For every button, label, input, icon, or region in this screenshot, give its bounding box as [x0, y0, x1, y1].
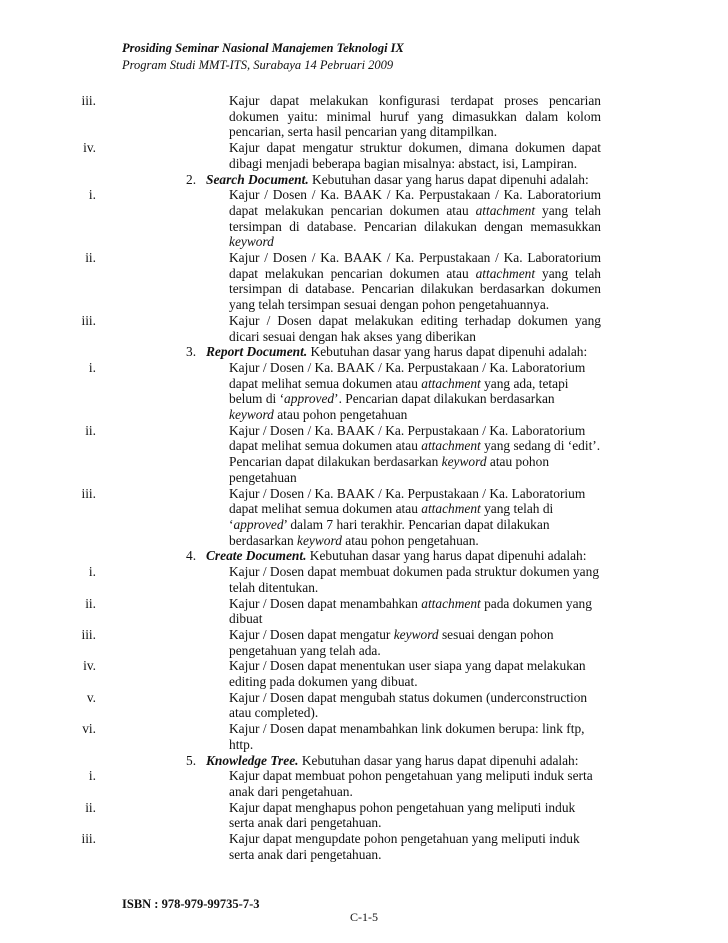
item-text: Kajur dapat mengatur struktur dokumen, dimana dokumen dapat dibagi menjadi beberapa bagian misalnya: abstact, isi, Lampiran.: [229, 140, 601, 171]
emphasis-text: keyword: [393, 626, 439, 642]
item-number: iv.: [83, 140, 96, 156]
item-number: ii.: [85, 595, 96, 611]
list-item: [0, 627, 601, 658]
item-text: Kajur / Dosen / Ka. BAAK / Ka. Perpustakaan / Ka. Laboratorium dapat melihat semua dokumen atau: [229, 359, 586, 391]
section-heading: [0, 172, 601, 188]
list-item: [0, 800, 601, 831]
document-body: [0, 93, 728, 862]
section-number: 3.: [186, 344, 197, 360]
item-number: iii.: [81, 831, 96, 847]
list-item: [0, 250, 601, 313]
emphasis-text: keyword: [441, 454, 487, 470]
item-number: i.: [88, 564, 96, 580]
item-number: ii.: [85, 250, 96, 266]
item-number: vi.: [82, 721, 96, 737]
item-text: sesuai dengan pohon pengetahuan yang telah ada.: [229, 626, 554, 658]
item-text: pada dokumen yang dibuat: [229, 595, 592, 627]
item-text: Kajur / Dosen / Ka. BAAK / Ka. Perpustakaan / Ka. Laboratorium dapat melihat semua dokumen atau: [229, 422, 586, 454]
emphasis-text: attachment: [421, 501, 481, 517]
item-number: iii.: [81, 485, 96, 501]
item-text: Kajur / Dosen dapat mengubah status dokumen (underconstruction atau completed).: [229, 689, 588, 721]
section-heading: [0, 548, 601, 564]
section-number: 5.: [186, 752, 197, 768]
item-text: Kajur dapat mengupdate pohon pengetahuan yang meliputi induk serta anak dari pengetahuan.: [229, 831, 580, 862]
section-number: 2.: [186, 171, 197, 187]
item-text: Kajur / Dosen dapat menambahkan: [229, 595, 422, 611]
item-text: yang sedang di ‘edit’. Pencarian dapat dilakukan berdasarkan: [229, 438, 601, 470]
emphasis-text: keyword: [229, 234, 274, 250]
header-proceedings-title: Prosiding Seminar Nasional Manajemen Teknologi IX: [122, 41, 404, 55]
item-number: ii.: [85, 799, 96, 815]
item-number: iii.: [81, 312, 96, 328]
item-number: iii.: [81, 626, 96, 642]
item-text: ’. Pencarian dapat dilakukan berdasarkan: [334, 391, 555, 407]
item-number: iii.: [81, 93, 96, 108]
list-item: [0, 658, 601, 689]
emphasis-text: keyword: [229, 407, 274, 423]
section-title: Knowledge Tree.: [206, 752, 299, 768]
item-text: yang telah tersimpan di database. Pencarian dilakukan dengan memasukkan: [229, 202, 601, 234]
list-item: [0, 93, 601, 140]
item-text: Kajur / Dosen / Ka. BAAK / Ka. Perpustakaan / Ka. Laboratorium dapat melakukan pencarian dokumen atau: [229, 250, 601, 281]
item-number: ii.: [85, 422, 96, 438]
emphasis-text: attachment: [421, 595, 481, 611]
section-intro: Kebutuhan dasar yang harus dapat dipenuhi adalah:: [308, 171, 589, 187]
emphasis-text: attachment: [421, 438, 481, 454]
list-item: [0, 564, 601, 595]
item-text: Kajur / Dosen dapat menentukan user siapa yang dapat melakukan editing pada dokumen yang dibuat.: [229, 658, 586, 690]
item-text: yang telah tersimpan di database. Pencarian dilakukan berdasarkan dokumen yang telah tersimpan sesuai dengan pohon pengetahuannya.: [229, 265, 601, 313]
list-item: [0, 140, 601, 171]
item-text: Kajur dapat melakukan konfigurasi terdapat proses pencarian dokumen yaitu: minimal huruf yang dimasukkan dalam kolom pencarian, serta hasil pencarian yang ditampilkan.: [229, 93, 601, 140]
item-text: atau pohon pengetahuan.: [341, 532, 479, 548]
item-number: iv.: [83, 658, 96, 674]
emphasis-text: approved: [233, 516, 284, 532]
list-item: [0, 187, 601, 250]
item-text: atau pohon pengetahuan: [273, 407, 408, 423]
item-text: Kajur / Dosen / Ka. BAAK / Ka. Perpustakaan / Ka. Laboratorium dapat melakukan pencarian dokumen atau: [229, 187, 601, 218]
item-number: i.: [88, 768, 96, 784]
page-number: C-1-5: [350, 910, 378, 924]
item-text: Kajur dapat menghapus pohon pengetahuan yang meliputi induk serta anak dari pengetahuan.: [229, 799, 576, 831]
section-number: 4.: [186, 548, 197, 564]
item-text: yang telah di ‘: [229, 501, 554, 532]
list-item: [0, 486, 601, 549]
section-title: Search Document.: [206, 171, 309, 187]
section-title: Create Document.: [206, 548, 307, 564]
header-program-date: Program Studi MMT-ITS, Surabaya 14 Pebruari 2009: [122, 58, 394, 72]
list-item: [0, 360, 601, 423]
footer-isbn: ISBN : 978-979-99735-7-3: [122, 897, 260, 911]
section-intro: Kebutuhan dasar yang harus dapat dipenuhi adalah:: [307, 344, 588, 360]
item-number: i.: [88, 187, 96, 203]
emphasis-text: attachment: [421, 375, 481, 391]
running-header: [122, 40, 622, 74]
section-title: Report Document.: [206, 344, 308, 360]
item-text: Kajur dapat membuat pohon pengetahuan yang meliputi induk serta anak dari pengetahuan.: [229, 768, 593, 799]
emphasis-text: attachment: [475, 202, 536, 218]
item-text: Kajur / Dosen dapat menambahkan link dokumen berupa: link ftp, http.: [229, 721, 585, 752]
section-intro: Kebutuhan dasar yang harus dapat dipenuhi adalah:: [306, 548, 587, 564]
emphasis-text: approved: [284, 391, 335, 407]
list-item: [0, 768, 601, 799]
item-number: v.: [86, 689, 96, 705]
emphasis-text: keyword: [297, 532, 342, 548]
item-text: Kajur / Dosen dapat melakukan editing terhadap dokumen yang dicari sesuai dengan hak akses yang diberikan: [229, 312, 601, 344]
item-text: Kajur / Dosen / Ka. BAAK / Ka. Perpustakaan / Ka. Laboratorium dapat melihat semua dokumen atau: [229, 485, 586, 517]
item-text: yang ada, tetapi belum di ‘: [229, 375, 569, 407]
list-item: [0, 423, 601, 486]
item-text: Kajur / Dosen dapat mengatur: [229, 626, 394, 642]
section-intro: Kebutuhan dasar yang harus dapat dipenuhi adalah:: [298, 752, 579, 768]
list-item: [0, 690, 601, 721]
section-heading: [0, 753, 601, 769]
list-item: [0, 313, 601, 344]
section-heading: [0, 344, 601, 360]
item-text: ’ dalam 7 hari terakhir. Pencarian dapat dilakukan berdasarkan: [229, 516, 550, 548]
list-item: [0, 721, 601, 752]
item-text: atau pohon pengetahuan: [229, 454, 550, 485]
emphasis-text: attachment: [475, 265, 536, 281]
item-number: i.: [88, 359, 96, 375]
list-item: [0, 831, 601, 862]
list-item: [0, 596, 601, 627]
item-text: Kajur / Dosen dapat membuat dokumen pada struktur dokumen yang telah ditentukan.: [229, 564, 600, 595]
